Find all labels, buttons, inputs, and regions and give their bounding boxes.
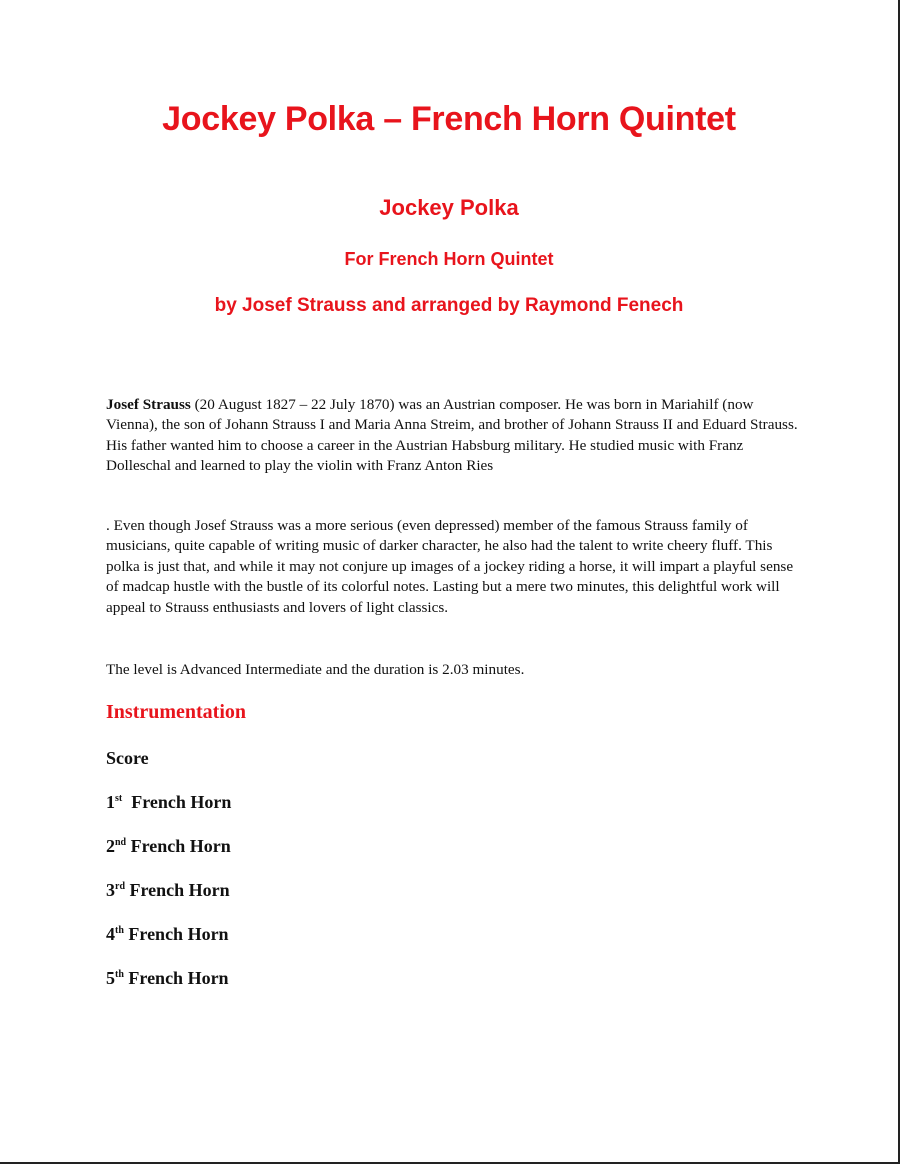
piece-title: Jockey Polka (379, 195, 519, 220)
composer-name: Josef Strauss (106, 396, 191, 413)
instrumentation-heading: Instrumentation (106, 701, 247, 723)
part-name: French Horn (122, 792, 232, 812)
ensemble-line: For French Horn Quintet (344, 249, 554, 269)
part-number: 5 (106, 968, 115, 988)
part-item (106, 792, 231, 813)
part-item (106, 880, 230, 901)
part-ordinal: rd (115, 881, 125, 892)
part-item (106, 924, 229, 945)
part-name: French Horn (125, 880, 230, 900)
composer-paragraph (106, 395, 806, 477)
part-number: 4 (106, 924, 115, 944)
credits-line: by Josef Strauss and arranged by Raymond Fenech (214, 295, 684, 316)
part-ordinal: nd (115, 837, 127, 848)
page-title: Jockey Polka – French Horn Quintet (162, 100, 736, 138)
description-paragraph: . Even though Josef Strauss was a more serious (even depressed) member of the famous Strauss family of musicians, quite capable of writing music of darker character, he also had the talent to write cheery fluff. This polka is just that, and while it may not conjure up images of a jockey riding a horse, it will impart a playful sense of madcap hustle with the bustle of its colorful notes. Lasting but a mere two minutes, this delightful work will appeal to Strauss enthusiasts and lovers of light classics. (106, 517, 794, 616)
part-item (106, 968, 229, 989)
part-name: French Horn (123, 968, 229, 988)
part-name: French Horn (126, 836, 231, 856)
level-paragraph: The level is Advanced Intermediate and the duration is 2.03 minutes. (106, 661, 525, 678)
part-ordinal: th (115, 925, 124, 936)
score-item: Score (106, 748, 149, 768)
part-number: 1 (106, 792, 115, 812)
part-ordinal: st (115, 793, 123, 804)
part-ordinal: th (115, 969, 124, 980)
composer-bio: (20 August 1827 – 22 July 1870) was an Austrian composer. He was born in Mariahilf (now Vienna), the son of Johann Strauss I and Maria Anna Streim, and brother of Johann Strauss II and Eduard Strauss. His father wanted him to choose a career in the Austrian Habsburg military. He studied music with Franz Dolleschal and learned to play the violin with Franz Anton Ries (106, 396, 798, 475)
part-item (106, 836, 231, 857)
part-number: 3 (106, 880, 115, 900)
part-number: 2 (106, 836, 115, 856)
part-name: French Horn (123, 924, 229, 944)
